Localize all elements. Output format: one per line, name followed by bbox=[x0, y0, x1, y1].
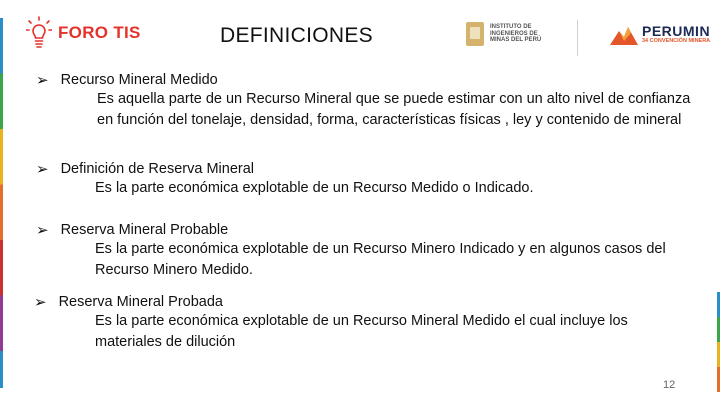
slide-title: DEFINICIONES bbox=[220, 24, 373, 47]
iim-logo-text: INSTITUTO DE INGENIEROS DE MINAS DEL PERÚ bbox=[490, 24, 542, 44]
arrow-bullet-icon: ➢ bbox=[36, 221, 49, 239]
left-color-stripe bbox=[0, 18, 3, 388]
mountain-peak-icon bbox=[610, 25, 638, 45]
definition-heading: Definición de Reserva Mineral bbox=[60, 161, 254, 177]
page-number: 12 bbox=[663, 379, 676, 391]
iim-logo bbox=[466, 22, 546, 46]
perumin-logo bbox=[610, 24, 710, 45]
slide-header bbox=[0, 0, 720, 62]
lightbulb-icon bbox=[26, 16, 52, 50]
definition-text: Es la parte económica explotable de un Recurso Medido o Indicado. bbox=[95, 180, 534, 196]
definition-item bbox=[36, 71, 707, 131]
header-divider bbox=[577, 20, 578, 56]
definition-heading: Recurso Mineral Medido bbox=[60, 72, 218, 88]
foro-tis-logo bbox=[26, 16, 141, 50]
arrow-bullet-icon: ➢ bbox=[36, 71, 49, 89]
definition-heading: Reserva Mineral Probada bbox=[58, 294, 223, 310]
perumin-logo-name: PERUMIN bbox=[642, 23, 711, 39]
definition-item bbox=[34, 293, 695, 353]
definition-heading: Reserva Mineral Probable bbox=[60, 222, 229, 238]
definition-text: Es la parte económica explotable de un Recurso Mineral Medido el cual incluye los materiales de dilución bbox=[95, 313, 628, 350]
definition-text: Es la parte económica explotable de un Recurso Minero Indicado y en algunos casos del Recurso Minero Medido. bbox=[95, 241, 666, 278]
arrow-bullet-icon: ➢ bbox=[36, 160, 49, 178]
perumin-logo-subtitle: 34 CONVENCIÓN MINERA bbox=[642, 38, 711, 44]
definition-text: Es aquella parte de un Recurso Mineral que se puede estimar con un alto nivel de confianza en función del tonelaje, densidad, forma, características físicas , ley y contenido de mineral bbox=[97, 91, 691, 128]
arrow-bullet-icon: ➢ bbox=[34, 293, 47, 311]
foro-tis-logo-text: FORO TIS bbox=[58, 23, 141, 42]
iim-seal-icon bbox=[466, 22, 484, 46]
definition-item bbox=[36, 160, 705, 199]
definition-item bbox=[36, 221, 685, 281]
